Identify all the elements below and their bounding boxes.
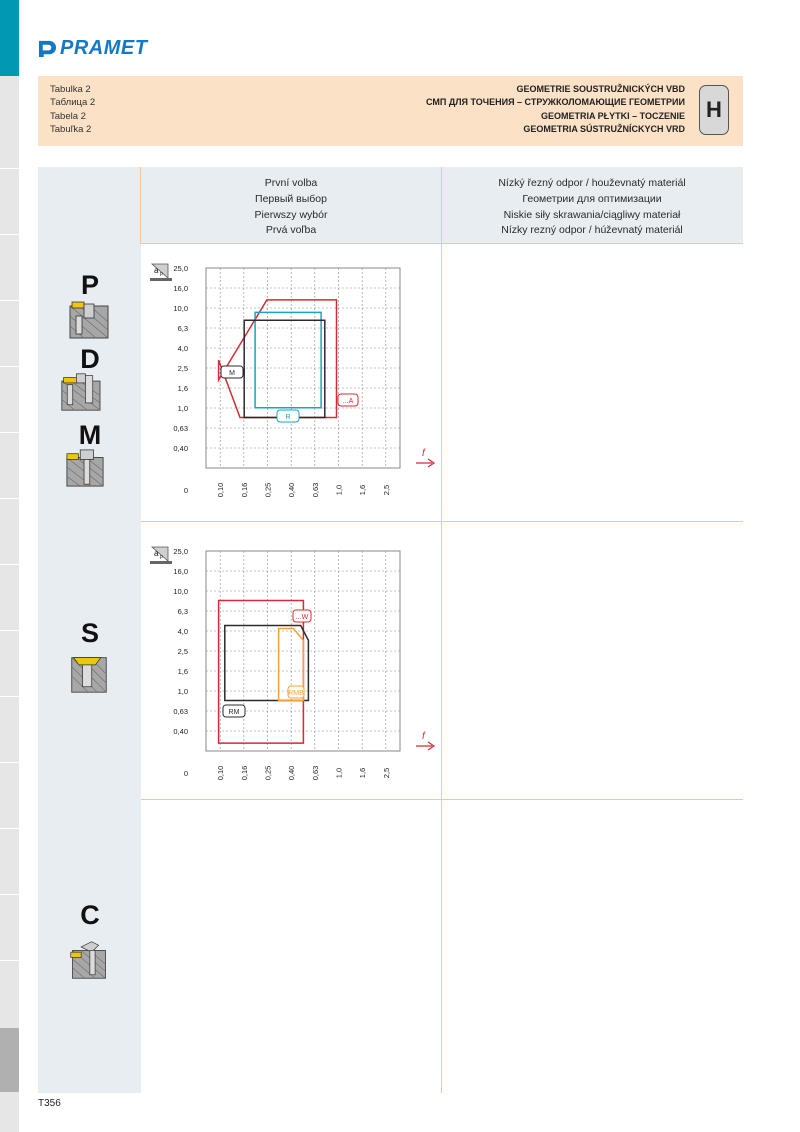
insert-screw-icon <box>66 654 112 694</box>
y-tick-label: 0,40 <box>173 727 188 736</box>
x-tick-label: 0,40 <box>287 482 297 498</box>
tab-divider <box>0 828 19 829</box>
region-r-label: R <box>285 414 291 421</box>
depth-of-cut-icon-base <box>150 561 172 564</box>
table-titles <box>426 83 685 137</box>
column-header-line: Nízký řezný odpor / houževnatý materiál <box>498 177 686 189</box>
grid-divider <box>141 243 743 244</box>
y-tick-label: 0,63 <box>173 707 188 716</box>
page-number: T356 <box>38 1098 61 1109</box>
active-section-tab[interactable] <box>0 0 19 76</box>
y-axis-label: a <box>154 549 159 558</box>
y-tick-label: 25,0 <box>173 547 188 556</box>
x-tick-label: 0,16 <box>239 765 249 781</box>
grid-divider <box>441 167 442 1093</box>
x-tick-label: 1,0 <box>334 767 344 779</box>
tab-divider <box>0 696 19 697</box>
feed-arrow-icon <box>416 742 434 750</box>
column-header-line: První volba <box>264 177 318 189</box>
tab-divider <box>0 300 19 301</box>
x-tick-label: 0,10 <box>216 482 226 498</box>
toolholder-top-clamp-icon <box>66 940 112 980</box>
table-title: GEOMETRIA SÚSTRUŽNÍCKYCH VRD <box>523 124 685 135</box>
column-header-line: Niskie siły skrawania/ciągliwy materiał <box>503 208 681 221</box>
y-tick-label: 6,3 <box>177 607 188 616</box>
y-tick-label: 4,0 <box>177 627 188 636</box>
chart-chipbreaker-range-1 <box>148 258 438 510</box>
tab-divider <box>0 762 19 763</box>
table-title: СМП ДЛЯ ТОЧЕНИЯ – СТРУЖКОЛОМАЮЩИЕ ГЕОМЕТРИИ <box>425 97 685 108</box>
tab-divider <box>0 894 19 895</box>
tab-divider <box>0 960 19 961</box>
column-header-line: Nízky rezný odpor / húževnatý materiál <box>501 224 683 237</box>
y-tick-label: 4,0 <box>177 344 188 353</box>
table-labels <box>50 83 95 137</box>
column-header-low-cutting-force <box>442 176 742 239</box>
y-tick-label: 10,0 <box>173 587 188 596</box>
y-tick-label: 1,0 <box>177 687 188 696</box>
y-axis-label: a <box>154 266 159 275</box>
y-axis-label-subscript: p <box>160 271 163 277</box>
toolholder-lever-icon <box>54 372 106 412</box>
toolholder-screw-icon <box>62 448 108 488</box>
tab-divider <box>0 234 19 235</box>
tab-divider <box>0 168 19 169</box>
grid-divider <box>141 799 743 800</box>
y-tick-label: 6,3 <box>177 324 188 333</box>
y-tick-label: 0,63 <box>173 424 188 433</box>
column-header-line: Геометрии для оптимизации <box>522 192 662 205</box>
section-tab-bottom[interactable] <box>0 1028 19 1092</box>
region-w-label: ...W <box>295 614 309 621</box>
y-tick-label: 10,0 <box>173 304 188 313</box>
y-tick-label: 16,0 <box>173 284 188 293</box>
x-tick-label: 2,5 <box>381 767 391 779</box>
tab-divider <box>0 564 19 565</box>
column-header-line: Pierwszy wybór <box>254 208 328 221</box>
column-header-line: Первый выбор <box>255 192 327 205</box>
region-m-label: M <box>229 370 235 377</box>
x-tick-label: 0,10 <box>216 765 226 781</box>
material-letter-m: M <box>78 420 102 450</box>
column-header-first-choice <box>141 176 441 239</box>
table-label: Tabela 2 <box>50 110 86 122</box>
y-tick-label: 16,0 <box>173 567 188 576</box>
y-tick-label: 25,0 <box>173 264 188 273</box>
region-rm-label: RM <box>228 709 240 716</box>
x-tick-label: 0,16 <box>239 482 249 498</box>
grid-divider <box>141 521 743 522</box>
x-tick-label: 0,25 <box>263 765 273 781</box>
tab-divider <box>0 498 19 499</box>
chart-chipbreaker-range-2 <box>148 541 438 793</box>
x-axis-label: f <box>422 448 425 459</box>
x-tick-label: 0,40 <box>287 765 297 781</box>
x-tick-label: 1,6 <box>358 767 368 779</box>
x-axis-label: f <box>422 731 425 742</box>
pramet-logo-icon <box>38 39 57 58</box>
y-tick-label: 0 <box>183 769 188 778</box>
toolholder-clamp-icon <box>66 300 112 340</box>
table-title: GEOMETRIE SOUSTRUŽNICKÝCH VBD <box>516 84 685 94</box>
region-a-label: ...A <box>342 398 354 405</box>
material-letter-c: C <box>80 900 100 930</box>
x-tick-label: 1,0 <box>334 484 344 496</box>
logo-wordmark: PRAMET <box>60 36 148 59</box>
x-tick-label: 0,25 <box>263 482 273 498</box>
x-tick-label: 2,5 <box>381 484 391 496</box>
section-tab-strip <box>0 0 19 1132</box>
y-tick-label: 1,6 <box>177 667 188 676</box>
depth-of-cut-icon-base <box>150 278 172 281</box>
table-label: Таблица 2 <box>50 97 96 109</box>
feed-arrow-icon <box>416 459 434 467</box>
material-letter-d: D <box>80 344 100 374</box>
region-rmb-label: RMB <box>288 690 304 697</box>
table-label: Tabuľka 2 <box>50 124 92 136</box>
material-letter-s: S <box>80 618 99 648</box>
y-tick-label: 1,0 <box>177 404 188 413</box>
y-axis-label-subscript: p <box>160 554 163 560</box>
y-tick-label: 2,5 <box>177 647 188 656</box>
pramet-logo <box>38 36 147 60</box>
tab-divider <box>0 432 19 433</box>
y-tick-label: 0,40 <box>173 444 188 453</box>
section-letter-badge[interactable]: H <box>699 85 729 135</box>
x-tick-label: 1,6 <box>358 484 368 496</box>
x-tick-label: 0,63 <box>310 482 320 498</box>
table-label: Tabulka 2 <box>50 84 91 95</box>
tab-divider <box>0 366 19 367</box>
y-tick-label: 0 <box>183 486 188 495</box>
y-tick-label: 1,6 <box>177 384 188 393</box>
table-header <box>38 76 743 146</box>
material-letter-p: P <box>80 270 99 300</box>
x-tick-label: 0,63 <box>310 765 320 781</box>
tab-divider <box>0 630 19 631</box>
y-tick-label: 2,5 <box>177 364 188 373</box>
column-header-line: Prvá voľba <box>265 224 317 237</box>
table-title: GEOMETRIA PŁYTKI – TOCZENIE <box>540 110 685 121</box>
